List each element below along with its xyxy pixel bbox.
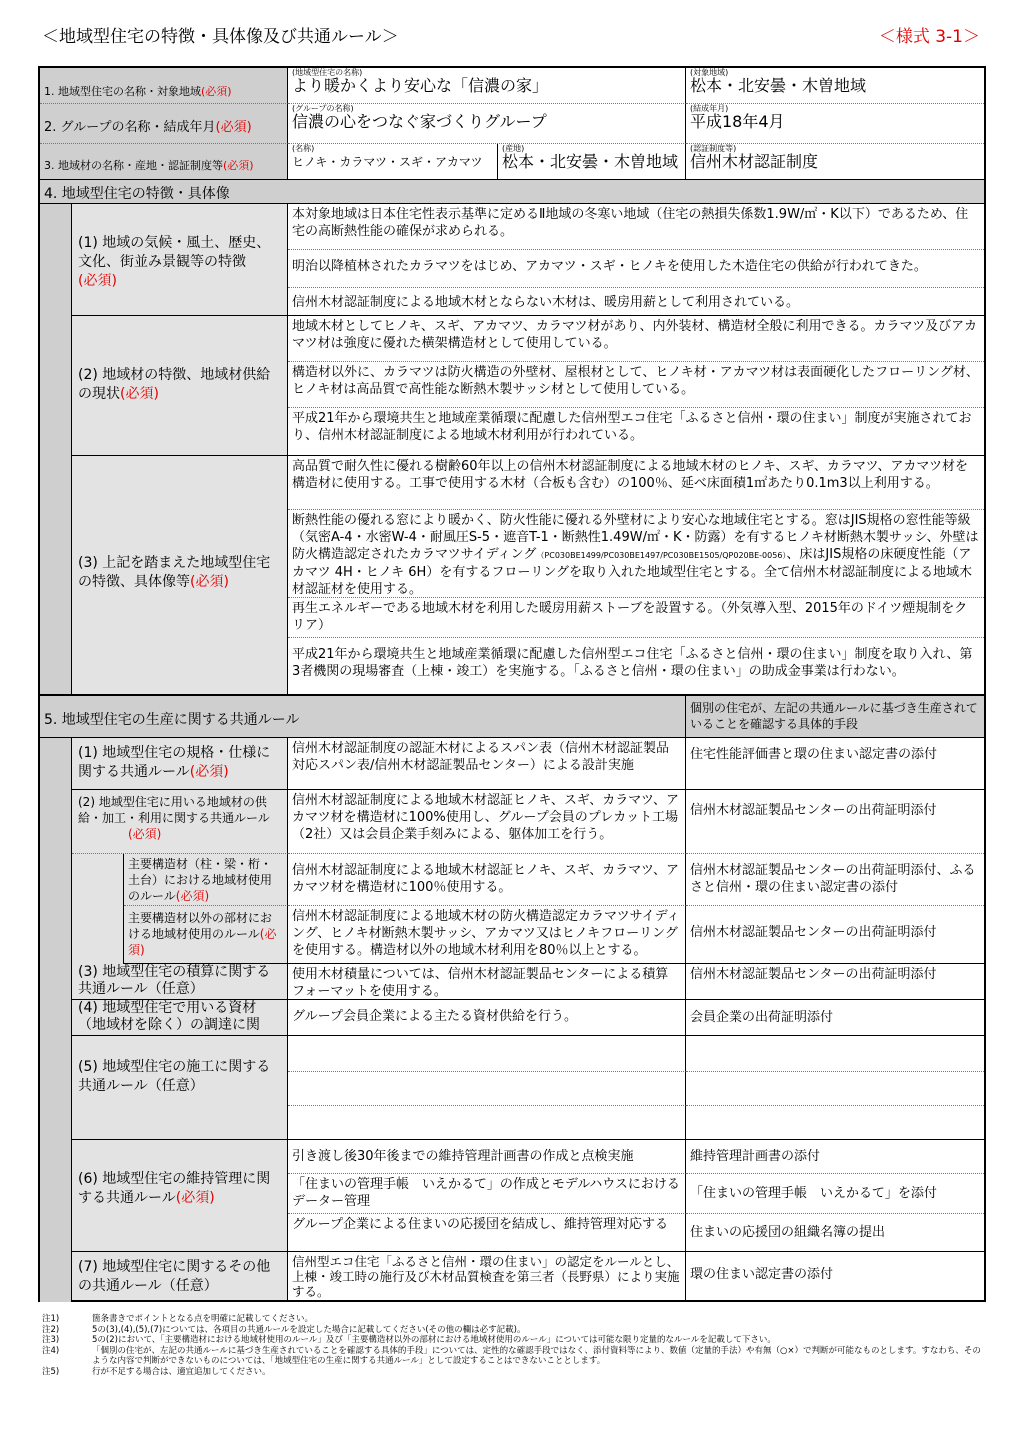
s5-q5-rule-3 (288, 1106, 686, 1140)
s5-q5-rule-1 (288, 1036, 686, 1072)
s5-q2-rule: 信州木材認証制度による地域木材認証ヒノキ、スギ、カラマツ、アカマツ材を構造材に100%使用し、グループ会員のプレカット工場（2社）又は会員企業手刻みによる、躯体加工を行う。 (288, 790, 686, 854)
s5-q7-means: 環の住まい認定書の添付 (690, 1267, 834, 1282)
s5-q1-label: (1) 地域型住宅の規格・仕様に関する共通ルール(必須) (72, 738, 288, 790)
note-3: 注3) 5の(2)において、「主要構造材における地域材使用のルール」及び「主要構造材以外の部材における地域材使用のルール」については可能な限り定量的なルールを記載して下さい。 (42, 1335, 776, 1345)
s5-q2a-label: 主要構造材（柱・梁・桁・土台）における地域材使用のルール(必須) (124, 854, 288, 906)
row3-origin: (産地) 松本・北安曇・木曽地域 (498, 144, 686, 180)
s5-q7-rule: 信州型エコ住宅「ふるさと信州・環の住まい」の認定をルールとし、上棟・竣工時の施行及び木材品質検査を第三者（長野県）により実施する。 (288, 1252, 686, 1300)
s5-q2-means: 信州木材認証製品センターの出荷証明添付 (686, 790, 984, 854)
s4-q3-c1: 高品質で耐久性に優れる樹齢60年以上の信州木材認証制度による地域木材のヒノキ、スギ、カラマツ、アカマツ材を構造材に使用する。工事で使用する木材（合板も含む）の100％、延べ床面積1㎡あたり0.1m3以上利用する。 (288, 456, 984, 510)
s4-q2-c2: 構造材以外に、カラマツは防火構造の外壁材、屋根材として、ヒノキ材・アカマツ材は表面硬化したフローリング材、ヒノキ材は高品質で高性能な断熱木製サッシ材として使用している。 (288, 362, 984, 408)
section5-side-header: 個別の住宅が、左記の共通ルールに基づき生産されていることを確認する具体的手段 (686, 694, 984, 738)
row1-area: (対象地域) 松本・北安曇・木曽地域 (686, 68, 984, 104)
note-5: 注5) 行が不足する場合は、適宜追加してください。 (42, 1366, 271, 1377)
note-4: 注4) 「個別の住宅が、左記の共通ルールに基づき生産されていることを確認する具体的手段」については、定性的な確認手段ではなく、添付資料等により、数値（定量的手法）や有無（○×）で判断が可能なものとします。すなわち、そのような内容で判断ができないものについては、「地域型住宅の生産に関する共通ルール」として設定することはできないこととします。 (42, 1345, 981, 1366)
page-title: ＜地域型住宅の特徴・具体像及び共通ルール＞ (42, 27, 399, 47)
s5-q3-label: (3) 地域型住宅の積算に関する共通ルール（任意） (72, 964, 288, 1000)
row3-wood: (名称) ヒノキ・カラマツ・スギ・アカマツ (288, 144, 498, 180)
s5-q5-label: (5) 地域型住宅の施工に関する共通ルール（任意） (72, 1036, 288, 1140)
s4-q3-c4: 平成21年から環境共生と地域産業循環に配慮した信州型エコ住宅「ふるさと信州・環の住まい」制度を取り入れ、第3者機関の現場審査（上棟・竣工）を実施する。「ふるさと信州・環の住まい」の助成金事業は行わない。 (292, 647, 973, 679)
s5-q3-rule: 使用木材積量については、信州木材認証製品センターによる積算フォーマットを使用する。 (288, 964, 686, 1000)
s4-q1-c3: 信州木材認証制度による地域木材とならない木材は、暖房用薪として利用されている。 (288, 288, 984, 316)
s4-q1-label: (1) 地域の気候・風土、歴史、文化、街並み景観等の特徴 (必須) (72, 204, 288, 316)
s4-q3-c3: 再生エネルギーである地域木材を利用した暖房用薪ストーブを設置する。（外気導入型、2015年のドイツ煙規制をクリア） (288, 598, 984, 638)
s5-q1-means: 住宅性能評価書と環の住まい認定書の添付 (686, 738, 984, 790)
s5-q5-means-1 (686, 1036, 984, 1072)
s4-q3-label: (3) 上記を踏まえた地域型住宅の特徴、具体像等(必須) (72, 456, 288, 694)
s4-q2-label: (2) 地域材の特徴、地域材供給の現状(必須) (72, 316, 288, 456)
section4-margin (40, 204, 72, 694)
row2-label: 2. グループの名称・結成年月(必須) (40, 104, 288, 144)
row2-date: (結成年月) 平成18年4月 (686, 104, 984, 144)
s5-q2-label: (2) 地域型住宅に用いる地域材の供給・加工・利用に関する共通ルール (必須) (72, 790, 288, 854)
s5-q5-means-3 (686, 1106, 984, 1140)
row3-cert: (認証制度等) 信州木材認証制度 (686, 144, 984, 180)
s5-q6-rule-2: 「住まいの管理手帳 いえかるて」の作成とモデルハウスにおけるデーター管理 (288, 1174, 686, 1214)
s4-q1-c1: 本対象地域は日本住宅性表示基準に定めるⅡ地域の冬寒い地域（住宅の熱損失係数1.9W/㎡・K以下）であるため、住宅の高断熱性能の確保が求められる。 (288, 204, 984, 250)
section5-title: 5. 地域型住宅の生産に関する共通ルール (40, 694, 686, 738)
s4-q2-c3: 平成21年から環境共生と地域産業循環に配慮した信州型エコ住宅「ふるさと信州・環の住まい」制度が実施されており、信州木材認証制度による地域木材利用が行われている。 (288, 408, 984, 456)
s5-q2b-label: 主要構造材以外の部材における地域材使用のルール(必須) (124, 906, 288, 964)
row1-name: (地域型住宅の名称) より暖かくより安心な「信濃の家」 (288, 68, 686, 104)
s5-q1-rule: 信州木材認証制度の認証木材によるスパン表（信州木材認証製品対応スパン表/信州木材認証製品センター）による設計実施 (288, 738, 686, 790)
s5-q7-label: (7) 地域型住宅に関するその他の共通ルール（任意） (72, 1252, 288, 1300)
s5-q6-means-3: 住まいの応援団の組織名簿の提出 (686, 1214, 984, 1252)
s5-q6-rule-1: 引き渡し後30年後までの維持管理計画書の作成と点検実施 (288, 1140, 686, 1174)
s4-q2-c1: 地域木材としてヒノキ、スギ、アカマツ、カラマツ材があり、内外装材、構造材全般に利用できる。カラマツ及びアカマツ材は強度に優れた横架構造材として使用している。 (288, 316, 984, 362)
s5-q6-means-1: 維持管理計画書の添付 (686, 1140, 984, 1174)
main-table (38, 66, 986, 1302)
s4-q1-c2: 明治以降植林されたカラマツをはじめ、アカマツ・スギ・ヒノキを使用した木造住宅の供給が行われてきた。 (288, 250, 984, 288)
s5-q4-label: (4) 地域型住宅で用いる資材（地域材を除く）の調達に関 (72, 1000, 288, 1036)
s5-q4-rule: グループ会員企業による主たる資材供給を行う。 (288, 1000, 686, 1036)
s5-q2b-means: 信州木材認証製品センターの出荷証明添付 (686, 906, 984, 964)
s5-q2a-margin (72, 854, 124, 964)
s5-q2a-means: 信州木材認証製品センターの出荷証明添付、ふるさと信州・環の住まい認定書の添付 (686, 854, 984, 906)
footnotes (42, 1314, 982, 1377)
s5-q5-means-2 (686, 1072, 984, 1106)
section5-margin (40, 738, 72, 1302)
form-number: ＜様式 3-1＞ (878, 27, 980, 47)
s5-q4-means: 会員企業の出荷証明添付 (686, 1000, 984, 1036)
row1-label: 1. 地域型住宅の名称・対象地域(必須) (40, 68, 288, 104)
s5-q2b-rule: 信州木材認証制度による地域木材の防火構造認定カラマツサイディング、ヒノキ材断熱木製サッシ、アカマツ又はヒノキフローリングを使用する。構造材以外の地域木材利用を80％以上とする。 (288, 906, 686, 964)
s4-q3-c2: 断熱性能の優れる窓により暖かく、防火性能に優れる外壁材により安心な地域住宅とする。窓はJIS規格の窓性能等級（気密A-4・水密W-4・耐風圧S-5・遮音T-1・断熱性1.49W/㎡・K・防露）を有するヒノキ材断熱木製サッシ、外壁は防火構造認定されたカラマツサイディング（PC030BE1499/PC030BE1497/PC030BE1505/QP020BE-0056）、床はJIS規格の床硬度性能（アカマツ 4H・ヒノキ 6H）を有するフローリングを取り入れた地域型住宅とする。全て信州木材認証制度による地域木材認証材を使用する。 (288, 510, 984, 598)
s5-q2a-rule: 信州木材認証制度による地域木材認証ヒノキ、スギ、カラマツ、アカマツ材を構造材に100％使用する。 (288, 854, 686, 906)
s5-q6-label: (6) 地域型住宅の維持管理に関する共通ルール(必須) (72, 1140, 288, 1252)
s5-q5-rule-2 (288, 1072, 686, 1106)
s5-q3-means: 信州木材認証製品センターの出荷証明添付 (686, 964, 984, 1000)
row2-name: (グループの名称) 信濃の心をつなぐ家づくりグループ (288, 104, 686, 144)
note-1: 注1) 箇条書きでポイントとなる点を明確に記載してください。 (42, 1314, 314, 1324)
note-2: 注2) 5の(3),(4),(5),(7)については、各項目の共通ルールを設定した場合に記載してください(その他の欄は必す記載)。 (42, 1324, 526, 1335)
s5-q6-means-2: 「住まいの管理手帳 いえかるて」を添付 (686, 1174, 984, 1214)
row3-label: 3. 地域材の名称・産地・認証制度等(必須) (40, 144, 288, 180)
s5-q6-rule-3: グループ企業による住まいの応援団を結成し、維持管理対応する (288, 1214, 686, 1252)
section4-title: 4. 地域型住宅の特徴・具体像 (40, 180, 984, 204)
